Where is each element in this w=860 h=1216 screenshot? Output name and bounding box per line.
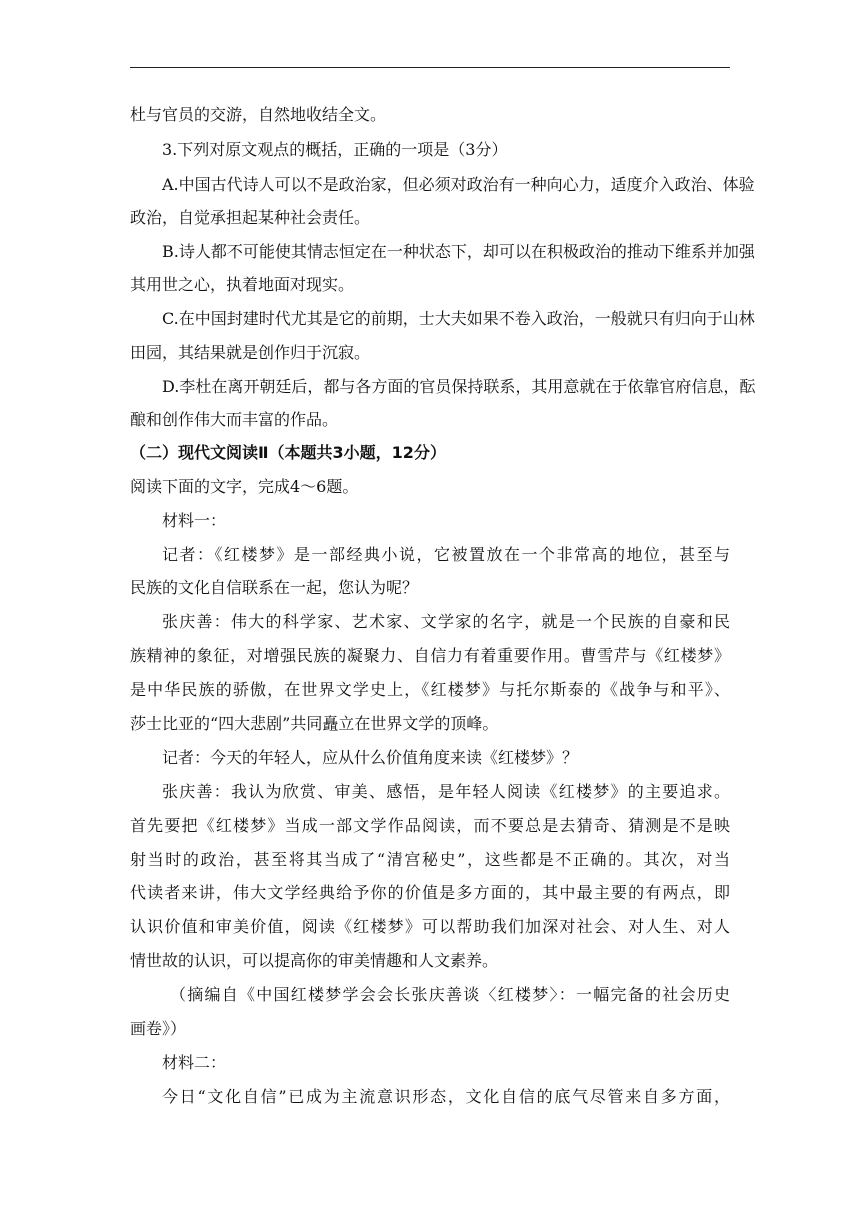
paragraph-line: 射当时的政治，甚至将其当成了“清宫秘史”，这些都是不正确的。其次，对当: [130, 850, 730, 869]
material-1-label: 材料一：: [162, 511, 227, 530]
instruction: 阅读下面的文字，完成4～6题。: [130, 477, 359, 496]
paragraph-line: 认识价值和审美价值，阅读《红楼梦》可以帮助我们加深对社会、对人生、对人: [130, 917, 730, 936]
paragraph-line: 首先要把《红楼梦》当成一部文学作品阅读，而不要总是去猜奇、猜测是不是映: [130, 816, 730, 835]
option-b-cont: 其用世之心，执着地面对现实。: [130, 275, 355, 294]
paragraph-line: 是中华民族的骄傲，在世界文学史上，《红楼梦》与托尔斯泰的《战争与和平》、: [130, 680, 730, 699]
paragraph-line: 族精神的象征，对增强民族的凝聚力、自信力有着重要作用。曹雪芹与《红楼梦》: [130, 646, 730, 665]
section-heading: （二）现代文阅读Ⅱ（本题共3小题，12分）: [130, 443, 446, 462]
paragraph-line: 莎士比亚的“四大悲剧”共同矗立在世界文学的顶峰。: [130, 714, 499, 733]
header-rule: [130, 67, 730, 68]
paragraph-line: 记者：今天的年轻人，应从什么价值角度来读《红楼梦》？: [162, 748, 579, 767]
option-c: C.在中国封建时代尤其是它的前期，士大夫如果不卷入政治，一般就只有归向于山林: [162, 309, 755, 328]
option-c-cont: 田园，其结果就是创作归于沉寂。: [130, 343, 371, 362]
paragraph-line: 记者：《红楼梦》是一部经典小说，它被置放在一个非常高的地位，甚至与: [162, 545, 730, 564]
option-d-cont: 酿和创作伟大而丰富的作品。: [130, 410, 339, 429]
option-a-cont: 政治，自觉承担起某种社会责任。: [130, 208, 371, 227]
text-line: 杜与官员的交游，自然地收结全文。: [130, 105, 387, 124]
paragraph-line: 代读者来讲，伟大文学经典给予你的价值是多方面的，其中最主要的有两点，即: [130, 883, 730, 902]
option-a: A.中国古代诗人可以不是政治家，但必须对政治有一种向心力，适度介入政治、体验: [162, 175, 755, 194]
material-2-label: 材料二：: [162, 1053, 227, 1072]
source-note: （摘编自《中国红楼梦学会会长张庆善谈〈红楼梦〉：一幅完备的社会历史: [170, 985, 730, 1004]
option-b: B.诗人都不可能使其情志恒定在一种状态下，却可以在积极政治的推动下维系并加强: [162, 242, 755, 261]
paragraph-line: 情世故的认识，可以提高你的审美情趣和人文素养。: [130, 951, 499, 970]
option-d: D.李杜在离开朝廷后，都与各方面的官员保持联系，其用意就在于依靠官府信息，酝: [162, 377, 756, 396]
source-note-cont: 画卷》）: [130, 1019, 187, 1038]
paragraph-line: 张庆善：伟大的科学家、艺术家、文学家的名字，就是一个民族的自豪和民: [162, 612, 730, 631]
paragraph-line: 今日“文化自信”已成为主流意识形态，文化自信的底气尽管来自多方面，: [162, 1087, 730, 1106]
paragraph-line: 张庆善：我认为欣赏、审美、感悟，是年轻人阅读《红楼梦》的主要追求。: [162, 782, 730, 801]
question-3: 3.下列对原文观点的概括，正确的一项是（3分）: [162, 140, 508, 159]
paragraph-line: 民族的文化自信联系在一起，您认为呢？: [130, 578, 419, 597]
